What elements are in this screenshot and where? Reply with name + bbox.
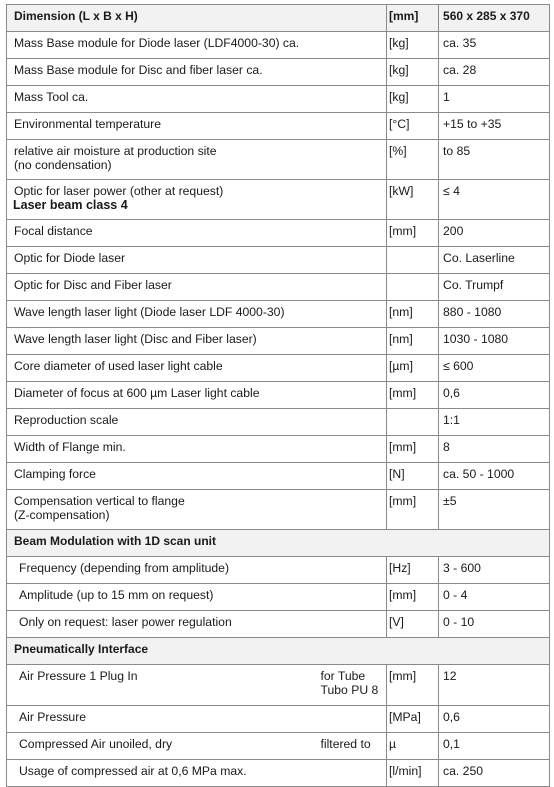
row-value: ca. 50 - 1000 <box>439 463 550 490</box>
row-value: ≤ 600 <box>439 355 550 382</box>
row-unit: [V] <box>387 611 439 638</box>
row-value: ca. 35 <box>439 32 550 59</box>
table-row <box>7 32 550 59</box>
row-label: Clamping force <box>7 463 387 490</box>
table-row <box>7 760 550 787</box>
row-unit: [N] <box>387 463 439 490</box>
row-value: ca. 28 <box>439 59 550 86</box>
row-label-line1: Optic for laser power (other at request) <box>14 184 224 198</box>
row-note <box>319 706 387 733</box>
row-value: 1030 - 1080 <box>439 328 550 355</box>
laser-class-label: Laser beam class 4 <box>13 198 128 212</box>
table-row <box>7 247 550 274</box>
row-label-line1: relative air moisture at production site <box>14 144 217 158</box>
row-note <box>319 665 387 706</box>
row-unit: [l/min] <box>387 760 439 787</box>
row-unit: [mm] <box>387 665 439 706</box>
row-unit: [kg] <box>387 32 439 59</box>
table-row <box>7 409 550 436</box>
row-value: 0 - 4 <box>439 584 550 611</box>
row-value: 12 <box>439 665 550 706</box>
table-row <box>7 463 550 490</box>
row-label: Mass Base module for Disc and fiber laser ca. <box>7 59 387 86</box>
row-value: 0 - 10 <box>439 611 550 638</box>
row-unit: [mm] <box>387 220 439 247</box>
table-row <box>7 180 550 220</box>
row-label <box>7 180 387 220</box>
table-row <box>7 706 550 733</box>
row-label: Only on request: laser power regulation <box>7 611 387 638</box>
row-label: Frequency (depending from amplitude) <box>7 557 387 584</box>
row-value: 0,6 <box>439 706 550 733</box>
row-label: Wave length laser light (Disc and Fiber laser) <box>7 328 387 355</box>
table-row <box>7 490 550 530</box>
row-label: Optic for Disc and Fiber laser <box>7 274 387 301</box>
row-unit: [°C] <box>387 113 439 140</box>
table-row <box>7 611 550 638</box>
row-unit: [kW] <box>387 180 439 220</box>
row-unit: µ <box>387 733 439 760</box>
row-value: Co. Laserline <box>439 247 550 274</box>
row-unit: [mm] <box>387 490 439 530</box>
row-unit: [µm] <box>387 355 439 382</box>
table-row <box>7 382 550 409</box>
row-value: 0,6 <box>439 382 550 409</box>
table-row <box>7 113 550 140</box>
row-value: Co. Trumpf <box>439 274 550 301</box>
section-header-pneumatic <box>7 638 550 665</box>
row-label: Mass Base module for Diode laser (LDF4000-30) ca. <box>7 32 387 59</box>
row-label: Environmental temperature <box>7 113 387 140</box>
row-value: ca. 250 <box>439 760 550 787</box>
table-row <box>7 328 550 355</box>
row-value: +15 to +35 <box>439 113 550 140</box>
row-label: Reproduction scale <box>7 409 387 436</box>
row-label: Diameter of focus at 600 µm Laser light cable <box>7 382 387 409</box>
row-label <box>7 490 387 530</box>
row-note-line2: Tubo PU 8 <box>320 683 379 697</box>
row-unit: [MPa] <box>387 706 439 733</box>
row-unit: [mm] <box>387 382 439 409</box>
table-row <box>7 220 550 247</box>
row-value: 0,1 <box>439 733 550 760</box>
row-label: Air Pressure <box>7 706 319 733</box>
table-row <box>7 59 550 86</box>
table-row <box>7 140 550 180</box>
row-label: Optic for Diode laser <box>7 247 387 274</box>
header-unit: [mm] <box>387 5 439 32</box>
row-unit: [%] <box>387 140 439 180</box>
row-unit: [mm] <box>387 436 439 463</box>
header-row <box>7 5 550 32</box>
row-value: 200 <box>439 220 550 247</box>
row-label: Focal distance <box>7 220 387 247</box>
header-value: 560 x 285 x 370 <box>439 5 550 32</box>
row-label: Core diameter of used laser light cable <box>7 355 387 382</box>
row-value: 1:1 <box>439 409 550 436</box>
row-label-line2: (Z-compensation) <box>14 508 110 522</box>
row-label: Air Pressure 1 Plug In <box>7 665 319 706</box>
row-value: 8 <box>439 436 550 463</box>
row-label: Amplitude (up to 15 mm on request) <box>7 584 387 611</box>
section-title: Beam Modulation with 1D scan unit <box>7 530 550 557</box>
row-note-line1: for Tube <box>320 669 366 683</box>
row-value: ±5 <box>439 490 550 530</box>
table-row <box>7 733 550 760</box>
row-value: ≤ 4 <box>439 180 550 220</box>
row-value: 3 - 600 <box>439 557 550 584</box>
row-unit: [mm] <box>387 584 439 611</box>
row-unit: [nm] <box>387 328 439 355</box>
row-unit: [nm] <box>387 301 439 328</box>
row-label: Wave length laser light (Diode laser LDF 4000-30) <box>7 301 387 328</box>
row-note <box>319 760 387 787</box>
table-row <box>7 557 550 584</box>
table-row <box>7 665 550 706</box>
row-label: Mass Tool ca. <box>7 86 387 113</box>
table-row <box>7 436 550 463</box>
row-label <box>7 140 387 180</box>
row-unit <box>387 247 439 274</box>
table-row <box>7 86 550 113</box>
table-row <box>7 301 550 328</box>
row-unit: [kg] <box>387 59 439 86</box>
row-label-line2: (no condensation) <box>14 158 112 172</box>
header-label: Dimension (L x B x H) <box>7 5 387 32</box>
row-label: Usage of compressed air at 0,6 MPa max. <box>7 760 319 787</box>
table-row <box>7 584 550 611</box>
table-row <box>7 355 550 382</box>
row-value: 880 - 1080 <box>439 301 550 328</box>
row-value: 1 <box>439 86 550 113</box>
spec-sheet <box>6 4 550 787</box>
row-label-line1: Compensation vertical to flange <box>14 494 185 508</box>
row-label: Compressed Air unoiled, dry <box>7 733 319 760</box>
row-unit: [kg] <box>387 86 439 113</box>
row-label: Width of Flange min. <box>7 436 387 463</box>
row-unit: [Hz] <box>387 557 439 584</box>
spec-table <box>6 4 550 787</box>
row-note: filtered to <box>319 733 387 760</box>
section-header-beam-modulation <box>7 530 550 557</box>
row-value: to 85 <box>439 140 550 180</box>
section-title: Pneumatically Interface <box>7 638 550 665</box>
row-unit <box>387 409 439 436</box>
table-row <box>7 274 550 301</box>
row-unit <box>387 274 439 301</box>
